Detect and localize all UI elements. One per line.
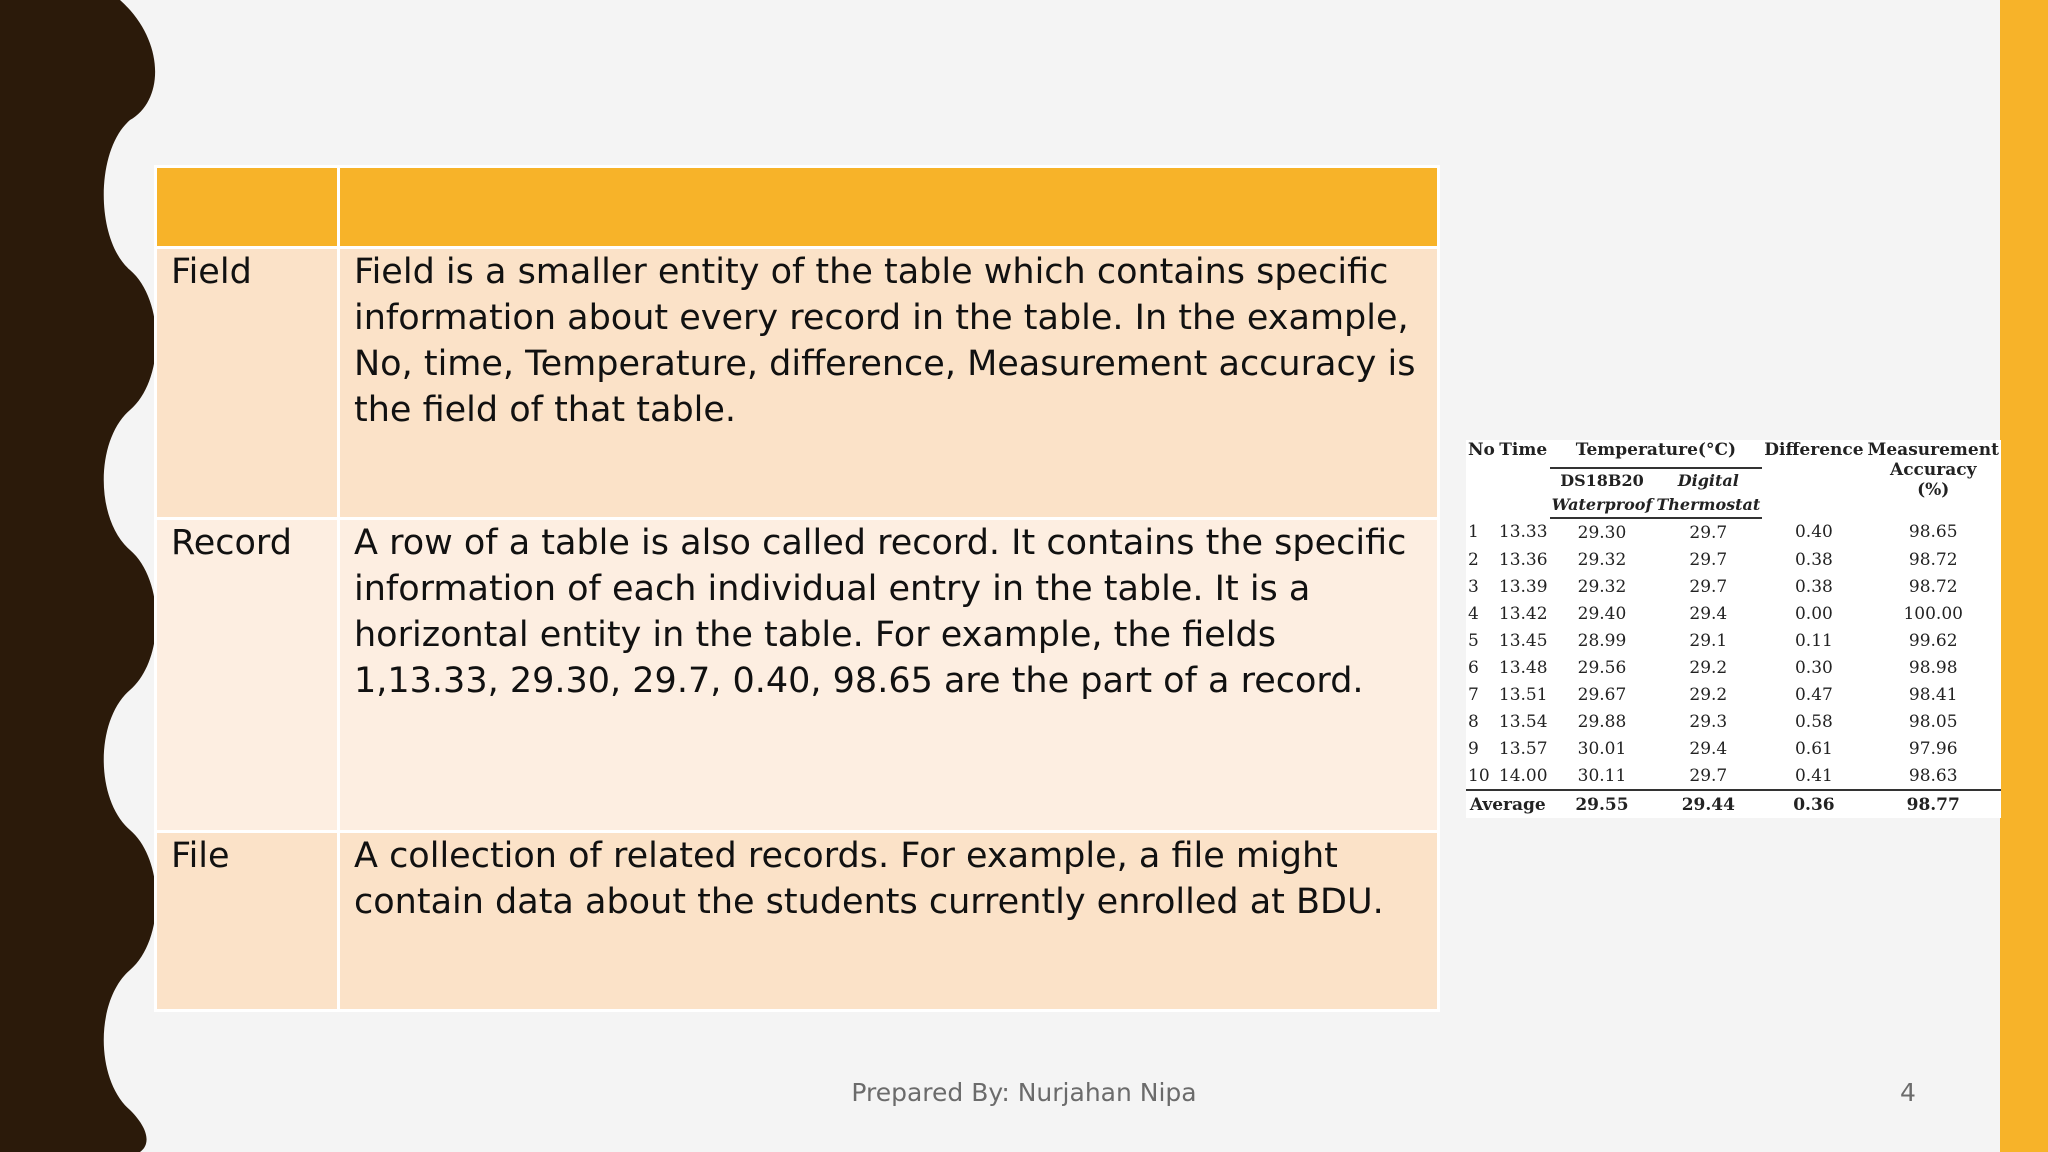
cell-digital: 29.4	[1689, 603, 1728, 624]
cell-accuracy: 98.72	[1908, 576, 1958, 597]
cell-difference: 0.40	[1794, 522, 1833, 542]
cell-digital: 29.2	[1689, 684, 1728, 705]
table-row	[1466, 627, 2001, 654]
definitions-table	[154, 165, 1440, 1012]
cell-digital: 29.7	[1689, 522, 1728, 543]
term-cell: Record	[156, 519, 339, 832]
average-digital: 29.44	[1654, 790, 1762, 818]
cell-no: 8	[1468, 711, 1479, 732]
definition-cell: A collection of related records. For example, a file might contain data about the students currently enrolled at BDU.	[339, 832, 1439, 1011]
cell-accuracy: 98.63	[1908, 765, 1958, 786]
table-row	[156, 832, 1439, 1011]
cell-digital: 29.2	[1689, 657, 1728, 678]
cell-ds18b20: 29.56	[1577, 657, 1627, 678]
cell-no: 6	[1468, 657, 1479, 678]
accuracy-line-2: Accuracy	[1890, 460, 1977, 480]
cell-difference: 0.41	[1794, 765, 1833, 786]
average-difference: 0.36	[1762, 790, 1865, 818]
cell-accuracy: 98.65	[1908, 522, 1958, 542]
footer-credit: Prepared By: Nurjahan Nipa	[851, 1078, 1197, 1107]
cell-no: 2	[1468, 549, 1479, 570]
average-accuracy: 98.77	[1866, 790, 2001, 818]
table-row	[1466, 681, 2001, 708]
cell-no: 3	[1468, 576, 1479, 597]
term-cell: Field	[156, 248, 339, 519]
cell-ds18b20: 30.11	[1577, 765, 1627, 786]
cell-difference: 0.47	[1794, 684, 1833, 705]
cell-accuracy: 98.05	[1908, 711, 1958, 732]
table-row	[1466, 600, 2001, 627]
cell-difference: 0.38	[1794, 549, 1833, 570]
cell-accuracy: 100.00	[1903, 603, 1963, 624]
accuracy-line-3: (%)	[1917, 480, 1950, 500]
digital-line-2: Thermostat	[1656, 495, 1761, 514]
table-row	[1466, 573, 2001, 600]
ds18b20-line-1: DS18B20	[1560, 471, 1644, 490]
right-accent-bar	[2000, 0, 2048, 1152]
cell-time: 13.45	[1498, 630, 1548, 651]
cell-no: 5	[1468, 630, 1479, 651]
cell-time: 13.51	[1498, 684, 1548, 705]
data-table-body	[1466, 518, 2001, 790]
table-row	[1466, 518, 2001, 546]
table-row	[1466, 708, 2001, 735]
cell-difference: 0.61	[1794, 738, 1833, 759]
cell-ds18b20: 29.30	[1577, 522, 1627, 543]
col-header-difference: Difference	[1764, 440, 1864, 460]
term-cell: File	[156, 832, 339, 1011]
cell-time: 13.33	[1498, 522, 1548, 542]
data-header-row	[1466, 440, 2001, 468]
wavy-dark-border	[0, 0, 160, 1152]
average-label: Average	[1466, 790, 1550, 818]
col-header-accuracy	[1866, 440, 2001, 518]
cell-ds18b20: 29.88	[1577, 711, 1627, 732]
table-row	[156, 519, 1439, 832]
cell-ds18b20: 30.01	[1577, 738, 1627, 759]
cell-digital: 29.7	[1689, 576, 1728, 597]
cell-difference: 0.58	[1794, 711, 1833, 732]
cell-ds18b20: 29.32	[1577, 549, 1627, 570]
temperature-data-table	[1466, 440, 2001, 818]
average-row	[1466, 790, 2001, 818]
header-cell-definition	[339, 167, 1439, 248]
col-header-time: Time	[1499, 440, 1548, 460]
col-header-digital	[1654, 468, 1762, 518]
cell-digital: 29.1	[1689, 630, 1728, 651]
cell-difference: 0.00	[1794, 603, 1833, 624]
cell-ds18b20: 28.99	[1577, 630, 1627, 651]
cell-no: 9	[1468, 738, 1479, 759]
table-row	[156, 248, 1439, 519]
cell-digital: 29.7	[1689, 765, 1728, 786]
cell-ds18b20: 29.40	[1577, 603, 1627, 624]
accuracy-line-1: Measurement	[1867, 440, 1999, 460]
cell-accuracy: 99.62	[1908, 630, 1958, 651]
cell-accuracy: 97.96	[1908, 738, 1958, 759]
digital-line-1: Digital	[1677, 471, 1739, 490]
page-number: 4	[1900, 1078, 1916, 1107]
cell-time: 13.57	[1498, 738, 1548, 759]
definitions-header-row	[156, 167, 1439, 248]
cell-ds18b20: 29.67	[1577, 684, 1627, 705]
cell-accuracy: 98.41	[1908, 684, 1958, 705]
cell-digital: 29.4	[1689, 738, 1728, 759]
cell-difference: 0.30	[1794, 657, 1833, 678]
table-row	[1466, 546, 2001, 573]
cell-time: 13.54	[1498, 711, 1548, 732]
cell-digital: 29.7	[1689, 549, 1728, 570]
table-row	[1466, 654, 2001, 681]
cell-time: 13.42	[1498, 603, 1548, 624]
table-row	[1466, 762, 2001, 790]
cell-time: 13.39	[1498, 576, 1548, 597]
cell-accuracy: 98.72	[1908, 549, 1958, 570]
cell-ds18b20: 29.32	[1577, 576, 1627, 597]
col-header-ds18b20	[1550, 468, 1655, 518]
definition-cell: A row of a table is also called record. It contains the specific information of each individual entry in the table. It is a horizontal entity in the table. For example, the fields 1,13.33, 29.30, 29.7, 0.40, 98.65 are the part of a record.	[339, 519, 1439, 832]
table-row	[1466, 735, 2001, 762]
cell-time: 13.36	[1498, 549, 1548, 570]
cell-difference: 0.11	[1794, 630, 1833, 651]
cell-no: 7	[1468, 684, 1479, 705]
average-ds18b20: 29.55	[1550, 790, 1655, 818]
cell-time: 13.48	[1498, 657, 1548, 678]
cell-digital: 29.3	[1689, 711, 1728, 732]
col-header-temperature: Temperature(°C)	[1575, 440, 1737, 460]
cell-difference: 0.38	[1794, 576, 1833, 597]
ds18b20-line-2: Waterproof	[1551, 495, 1653, 514]
cell-no: 4	[1468, 603, 1479, 624]
cell-accuracy: 98.98	[1908, 657, 1958, 678]
cell-no: 1	[1468, 522, 1479, 542]
header-cell-term	[156, 167, 339, 248]
cell-no: 10	[1468, 765, 1490, 786]
definition-cell: Field is a smaller entity of the table which contains specific information about every record in the table. In the example, No, time, Temperature, difference, Measurement accuracy is the field of that table.	[339, 248, 1439, 519]
col-header-no: No	[1468, 440, 1495, 460]
cell-time: 14.00	[1498, 765, 1548, 786]
